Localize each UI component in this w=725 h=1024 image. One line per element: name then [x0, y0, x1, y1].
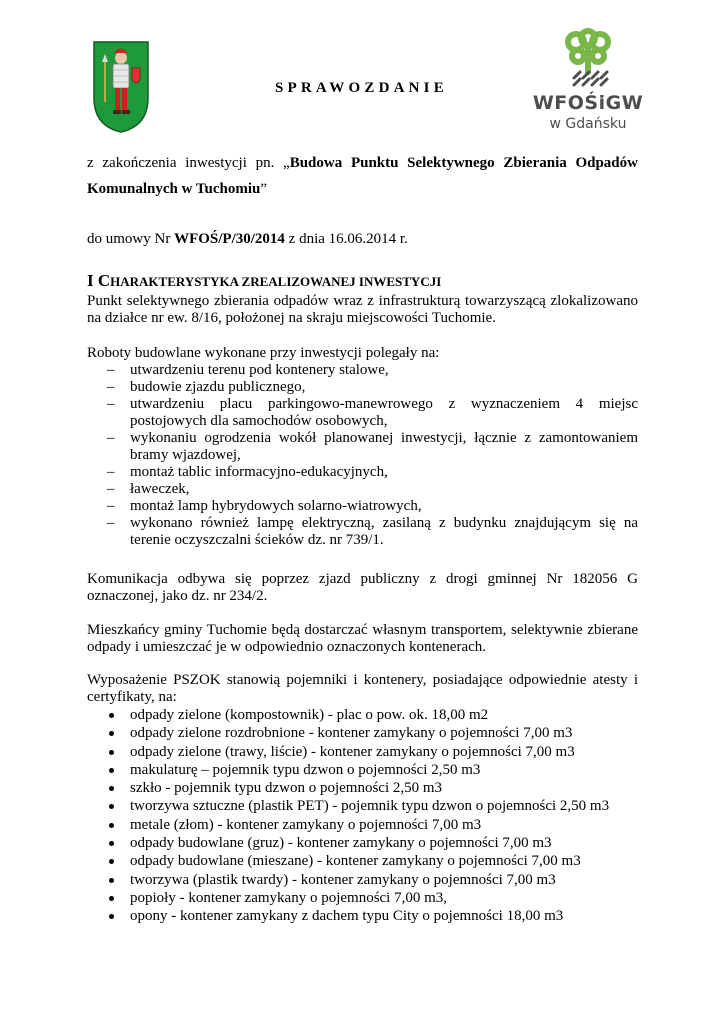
dash-bullet: –	[107, 464, 115, 480]
list-item	[87, 396, 638, 430]
list-item-text: montaż tablic informacyjno-edukacyjnych,	[130, 464, 388, 480]
bullet-dot-icon	[109, 823, 114, 828]
bullet-dot-icon	[109, 878, 114, 883]
list-item	[87, 743, 638, 761]
dash-bullet: –	[107, 362, 115, 378]
paragraph-location: Punkt selektywnego zbierania odpadów wraz z infrastrukturą towarzyszącą zlokalizowano na działce nr ew. 8/16, położonej na skraju miejscowości Tuchomie.	[87, 293, 638, 326]
dash-bullet: –	[107, 515, 115, 531]
paragraph-residents: Mieszkańcy gminy Tuchomie będą dostarczać własnym transportem, selektywnie zbierane odpady i umieszczać je w odpowiednio oznaczonych kontenerach.	[87, 622, 638, 655]
bullet-dot-icon	[109, 786, 114, 791]
list-item	[87, 706, 638, 724]
list-item-text: utwardzeniu placu parkingowo-manewrowego z wyznaczeniem 4 miejsc postojowych dla samochodów osobowych,	[130, 396, 638, 429]
list-item-text: metale (złom) - kontener zamykany o pojemności 7,00 m3	[130, 816, 482, 833]
contract-line: do umowy Nr WFOŚ/P/30/2014 z dnia 16.06.2014 r.	[87, 231, 408, 247]
list-item	[87, 779, 638, 797]
list-item-text: wykonaniu ogrodzenia wokół planowanej inwestycji, łącznie z zamontowaniem bramy wjazdowej,	[130, 430, 638, 463]
equipment-list	[87, 706, 638, 926]
bullet-dot-icon	[109, 859, 114, 864]
list-item	[87, 889, 638, 907]
intro-line-2: Komunalnych w Tuchomiu”	[87, 181, 268, 197]
logo-name: WFOŚiGW	[532, 92, 644, 114]
paragraph-works-intro: Roboty budowlane wykonane przy inwestycji polegały na:	[87, 345, 440, 361]
list-item	[87, 481, 638, 498]
list-item	[87, 724, 638, 742]
list-item	[87, 816, 638, 834]
document-title: SPRAWOZDANIE	[275, 80, 448, 96]
list-item-text: tworzywa sztuczne (plastik PET) - pojemnik typu dzwon o pojemności 2,50 m3	[130, 798, 610, 815]
list-item-text: odpady budowlane (mieszane) - kontener zamykany o pojemności 7,00 m3	[130, 853, 581, 870]
list-item	[87, 761, 638, 779]
dash-bullet: –	[107, 396, 115, 412]
list-item-text: popioły - kontener zamykany o pojemności 7,00 m3,	[130, 889, 448, 906]
list-item-text: makulaturę – pojemnik typu dzwon o pojemności 2,50 m3	[130, 761, 481, 778]
bullet-dot-icon	[109, 896, 114, 901]
list-item-text: utwardzeniu terenu pod kontenery stalowe,	[130, 362, 389, 378]
dash-bullet: –	[107, 430, 115, 446]
bullet-dot-icon	[109, 804, 114, 809]
list-item-text: wykonano również lampę elektryczną, zasilaną z budynku znajdującym się na terenie oczyszczalni ścieków dz. nr 739/1.	[130, 515, 638, 548]
dash-bullet: –	[107, 498, 115, 514]
bullet-dot-icon	[109, 731, 114, 736]
bullet-dot-icon	[109, 841, 114, 846]
tree-logo-icon	[530, 28, 646, 90]
paragraph-equipment-intro: Wyposażenie PSZOK stanowią pojemniki i kontenery, posiadające odpowiednie atesty i certyfikaty, na:	[87, 672, 638, 705]
list-item-text: montaż lamp hybrydowych solarno-wiatrowych,	[130, 498, 422, 514]
bullet-dot-icon	[109, 768, 114, 773]
logo-subtitle: w Gdańsku	[549, 116, 627, 132]
dash-bullet: –	[107, 379, 115, 395]
section-heading: I CHARAKTERYSTYKA ZREALIZOWANEJ INWESTYCJI	[87, 271, 442, 290]
list-item	[87, 907, 638, 925]
bullet-dot-icon	[109, 914, 114, 919]
dash-bullet: –	[107, 481, 115, 497]
list-item	[87, 797, 638, 815]
list-item-text: odpady zielone rozdrobnione - kontener zamykany o pojemności 7,00 m3	[130, 725, 573, 742]
list-item-text: odpady zielone (trawy, liście) - kontener zamykany o pojemności 7,00 m3	[130, 743, 575, 760]
list-item	[87, 871, 638, 889]
coat-of-arms-icon	[92, 40, 150, 134]
list-item	[87, 834, 638, 852]
paragraph-access: Komunikacja odbywa się poprzez zjazd publiczny z drogi gminnej Nr 182056 G oznaczonej, jako dz. nr 234/2.	[87, 571, 638, 604]
wfosigw-logo	[530, 28, 646, 136]
bullet-dot-icon	[109, 713, 114, 718]
list-item-text: szkło - pojemnik typu dzwon o pojemności 2,50 m3	[130, 780, 443, 797]
list-item	[87, 430, 638, 464]
list-item-text: tworzywa (plastik twardy) - kontener zamykany o pojemności 7,00 m3	[130, 871, 556, 888]
list-item	[87, 362, 638, 379]
works-list	[87, 362, 638, 549]
list-item	[87, 852, 638, 870]
list-item-text: budowie zjazdu publicznego,	[130, 379, 306, 395]
list-item-text: odpady budowlane (gruz) - kontener zamykany o pojemności 7,00 m3	[130, 835, 552, 852]
list-item	[87, 498, 638, 515]
intro-line-1: z zakończenia inwestycji pn. „Budowa Punktu Selektywnego Zbierania Odpadów	[87, 155, 638, 171]
list-item-text: opony - kontener zamykany z dachem typu City o pojemności 18,00 m3	[130, 908, 564, 925]
list-item-text: odpady zielone (kompostownik) - plac o pow. ok. 18,00 m2	[130, 707, 489, 723]
list-item	[87, 379, 638, 396]
bullet-dot-icon	[109, 750, 114, 755]
list-item	[87, 464, 638, 481]
list-item-text: ławeczek,	[130, 481, 190, 497]
list-item	[87, 515, 638, 549]
